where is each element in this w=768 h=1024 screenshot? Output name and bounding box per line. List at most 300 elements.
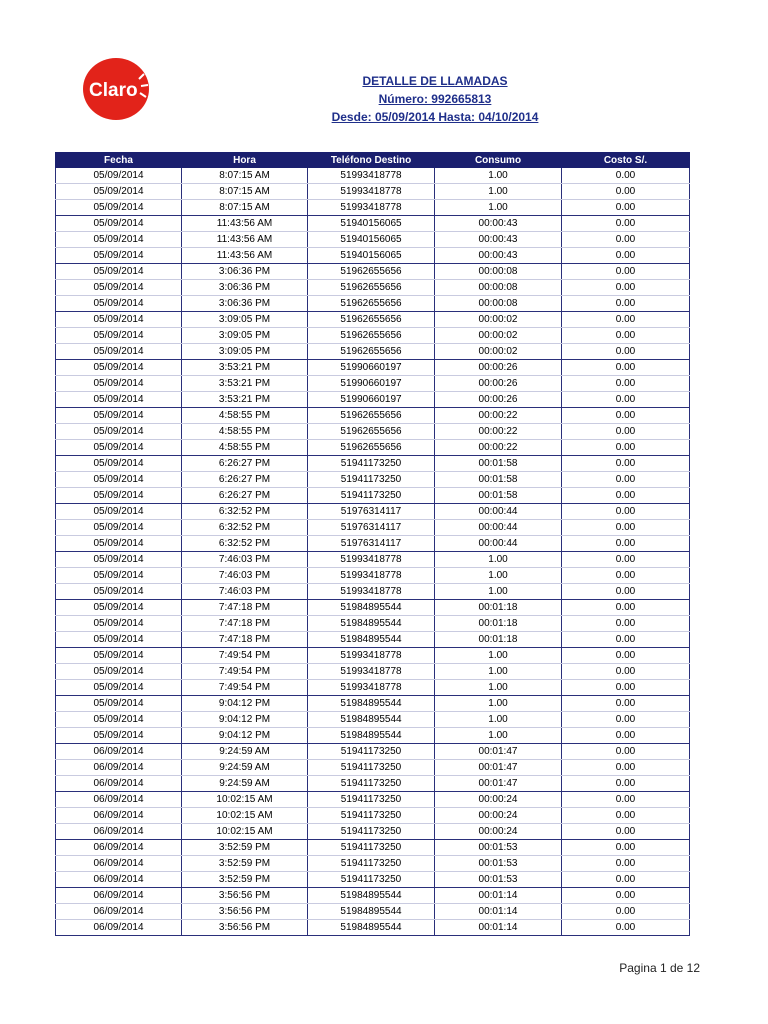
report-title: DETALLE DE LLAMADAS [362, 74, 508, 88]
cell-costo: 0.00 [562, 600, 690, 616]
cell-hora: 8:07:15 AM [182, 184, 308, 200]
cell-hora: 9:24:59 AM [182, 744, 308, 760]
cell-hora: 3:06:36 PM [182, 264, 308, 280]
table-row [56, 232, 690, 248]
cell-fecha: 05/09/2014 [56, 456, 182, 472]
cell-hora: 3:53:21 PM [182, 360, 308, 376]
cell-costo: 0.00 [562, 696, 690, 712]
cell-costo: 0.00 [562, 232, 690, 248]
table-row [56, 808, 690, 824]
cell-consumo: 00:01:53 [435, 872, 562, 888]
cell-telefono: 51941173250 [308, 760, 435, 776]
cell-consumo: 00:00:26 [435, 392, 562, 408]
cell-hora: 3:52:59 PM [182, 856, 308, 872]
cell-telefono: 51941173250 [308, 776, 435, 792]
cell-telefono: 51941173250 [308, 744, 435, 760]
cell-hora: 6:32:52 PM [182, 520, 308, 536]
cell-hora: 3:52:59 PM [182, 840, 308, 856]
cell-hora: 6:26:27 PM [182, 488, 308, 504]
cell-telefono: 51941173250 [308, 872, 435, 888]
cell-costo: 0.00 [562, 872, 690, 888]
cell-telefono: 51993418778 [308, 168, 435, 184]
cell-hora: 7:46:03 PM [182, 552, 308, 568]
table-row [56, 840, 690, 856]
cell-hora: 9:04:12 PM [182, 728, 308, 744]
cell-hora: 10:02:15 AM [182, 824, 308, 840]
cell-hora: 7:47:18 PM [182, 632, 308, 648]
cell-costo: 0.00 [562, 856, 690, 872]
cell-costo: 0.00 [562, 664, 690, 680]
cell-costo: 0.00 [562, 216, 690, 232]
cell-costo: 0.00 [562, 792, 690, 808]
cell-telefono: 51990660197 [308, 392, 435, 408]
cell-consumo: 00:00:02 [435, 344, 562, 360]
column-header-telefono: Teléfono Destino [308, 153, 435, 168]
cell-hora: 7:49:54 PM [182, 664, 308, 680]
table-row [56, 632, 690, 648]
cell-fecha: 05/09/2014 [56, 488, 182, 504]
cell-costo: 0.00 [562, 280, 690, 296]
table-row [56, 664, 690, 680]
cell-consumo: 00:00:02 [435, 328, 562, 344]
cell-consumo: 1.00 [435, 168, 562, 184]
cell-costo: 0.00 [562, 312, 690, 328]
report-header [280, 72, 590, 126]
column-header-hora: Hora [182, 153, 308, 168]
cell-fecha: 06/09/2014 [56, 904, 182, 920]
cell-hora: 3:53:21 PM [182, 392, 308, 408]
cell-consumo: 00:01:58 [435, 456, 562, 472]
cell-costo: 0.00 [562, 824, 690, 840]
table-row [56, 504, 690, 520]
cell-costo: 0.00 [562, 552, 690, 568]
cell-telefono: 51990660197 [308, 360, 435, 376]
table-row [56, 168, 690, 184]
cell-consumo: 1.00 [435, 680, 562, 696]
cell-consumo: 00:00:02 [435, 312, 562, 328]
cell-fecha: 06/09/2014 [56, 760, 182, 776]
cell-hora: 3:53:21 PM [182, 376, 308, 392]
cell-hora: 3:09:05 PM [182, 344, 308, 360]
cell-hora: 6:32:52 PM [182, 536, 308, 552]
cell-costo: 0.00 [562, 376, 690, 392]
cell-telefono: 51984895544 [308, 600, 435, 616]
table-row [56, 536, 690, 552]
cell-consumo: 00:00:22 [435, 424, 562, 440]
cell-consumo: 00:01:47 [435, 744, 562, 760]
cell-telefono: 51941173250 [308, 792, 435, 808]
table-row [56, 248, 690, 264]
cell-hora: 3:56:56 PM [182, 920, 308, 936]
cell-telefono: 51962655656 [308, 408, 435, 424]
cell-fecha: 06/09/2014 [56, 920, 182, 936]
cell-fecha: 05/09/2014 [56, 264, 182, 280]
cell-telefono: 51940156065 [308, 248, 435, 264]
table-row [56, 904, 690, 920]
cell-fecha: 05/09/2014 [56, 360, 182, 376]
cell-consumo: 00:01:58 [435, 472, 562, 488]
cell-consumo: 00:01:14 [435, 920, 562, 936]
cell-hora: 3:56:56 PM [182, 904, 308, 920]
table-row [56, 792, 690, 808]
cell-telefono: 51962655656 [308, 280, 435, 296]
cell-consumo: 00:01:18 [435, 616, 562, 632]
table-row [56, 296, 690, 312]
table-row [56, 696, 690, 712]
table-row [56, 776, 690, 792]
cell-telefono: 51940156065 [308, 216, 435, 232]
cell-telefono: 51941173250 [308, 488, 435, 504]
cell-fecha: 05/09/2014 [56, 312, 182, 328]
cell-telefono: 51941173250 [308, 472, 435, 488]
cell-fecha: 05/09/2014 [56, 232, 182, 248]
cell-fecha: 06/09/2014 [56, 744, 182, 760]
cell-fecha: 05/09/2014 [56, 664, 182, 680]
cell-telefono: 51976314117 [308, 520, 435, 536]
date-range: Desde: 05/09/2014 Hasta: 04/10/2014 [331, 110, 539, 124]
cell-costo: 0.00 [562, 888, 690, 904]
table-row [56, 312, 690, 328]
cell-fecha: 06/09/2014 [56, 824, 182, 840]
cell-telefono: 51962655656 [308, 296, 435, 312]
table-row [56, 456, 690, 472]
cell-costo: 0.00 [562, 920, 690, 936]
table-row [56, 824, 690, 840]
table-row [56, 520, 690, 536]
cell-fecha: 05/09/2014 [56, 280, 182, 296]
cell-hora: 6:32:52 PM [182, 504, 308, 520]
table-row [56, 472, 690, 488]
cell-costo: 0.00 [562, 648, 690, 664]
cell-fecha: 05/09/2014 [56, 504, 182, 520]
cell-fecha: 05/09/2014 [56, 296, 182, 312]
cell-consumo: 1.00 [435, 584, 562, 600]
cell-hora: 3:52:59 PM [182, 872, 308, 888]
cell-consumo: 00:01:53 [435, 840, 562, 856]
cell-hora: 3:06:36 PM [182, 280, 308, 296]
cell-telefono: 51962655656 [308, 312, 435, 328]
cell-fecha: 05/09/2014 [56, 552, 182, 568]
cell-consumo: 00:00:43 [435, 216, 562, 232]
cell-fecha: 05/09/2014 [56, 168, 182, 184]
cell-telefono: 51993418778 [308, 184, 435, 200]
column-header-consumo: Consumo [435, 153, 562, 168]
cell-consumo: 00:00:24 [435, 824, 562, 840]
cell-hora: 9:04:12 PM [182, 712, 308, 728]
table-row [56, 584, 690, 600]
cell-fecha: 05/09/2014 [56, 472, 182, 488]
cell-telefono: 51993418778 [308, 584, 435, 600]
cell-fecha: 06/09/2014 [56, 808, 182, 824]
cell-consumo: 1.00 [435, 712, 562, 728]
cell-consumo: 00:00:44 [435, 520, 562, 536]
cell-consumo: 00:00:43 [435, 232, 562, 248]
table-row [56, 280, 690, 296]
cell-telefono: 51990660197 [308, 376, 435, 392]
cell-fecha: 05/09/2014 [56, 200, 182, 216]
cell-consumo: 00:01:18 [435, 600, 562, 616]
table-row [56, 888, 690, 904]
cell-costo: 0.00 [562, 568, 690, 584]
cell-hora: 6:26:27 PM [182, 456, 308, 472]
cell-costo: 0.00 [562, 264, 690, 280]
cell-fecha: 05/09/2014 [56, 424, 182, 440]
cell-fecha: 05/09/2014 [56, 728, 182, 744]
table-row [56, 680, 690, 696]
cell-telefono: 51993418778 [308, 664, 435, 680]
cell-costo: 0.00 [562, 344, 690, 360]
cell-fecha: 05/09/2014 [56, 344, 182, 360]
cell-costo: 0.00 [562, 584, 690, 600]
cell-fecha: 05/09/2014 [56, 600, 182, 616]
cell-costo: 0.00 [562, 504, 690, 520]
cell-hora: 10:02:15 AM [182, 792, 308, 808]
cell-hora: 3:09:05 PM [182, 328, 308, 344]
cell-telefono: 51941173250 [308, 840, 435, 856]
cell-consumo: 00:00:26 [435, 376, 562, 392]
table-row [56, 616, 690, 632]
cell-costo: 0.00 [562, 184, 690, 200]
cell-hora: 7:47:18 PM [182, 600, 308, 616]
cell-hora: 6:26:27 PM [182, 472, 308, 488]
cell-costo: 0.00 [562, 536, 690, 552]
cell-costo: 0.00 [562, 248, 690, 264]
cell-consumo: 00:00:44 [435, 536, 562, 552]
cell-costo: 0.00 [562, 632, 690, 648]
cell-costo: 0.00 [562, 904, 690, 920]
table-row [56, 920, 690, 936]
cell-consumo: 1.00 [435, 568, 562, 584]
cell-consumo: 1.00 [435, 200, 562, 216]
cell-hora: 3:09:05 PM [182, 312, 308, 328]
cell-fecha: 05/09/2014 [56, 392, 182, 408]
cell-consumo: 1.00 [435, 728, 562, 744]
cell-costo: 0.00 [562, 168, 690, 184]
cell-consumo: 00:01:47 [435, 776, 562, 792]
table-row [56, 728, 690, 744]
cell-costo: 0.00 [562, 472, 690, 488]
cell-hora: 7:46:03 PM [182, 568, 308, 584]
cell-fecha: 05/09/2014 [56, 408, 182, 424]
cell-fecha: 05/09/2014 [56, 632, 182, 648]
cell-consumo: 1.00 [435, 696, 562, 712]
cell-consumo: 00:01:14 [435, 904, 562, 920]
cell-telefono: 51984895544 [308, 888, 435, 904]
table-row [56, 344, 690, 360]
cell-fecha: 05/09/2014 [56, 648, 182, 664]
table-row [56, 392, 690, 408]
cell-fecha: 05/09/2014 [56, 568, 182, 584]
cell-fecha: 05/09/2014 [56, 536, 182, 552]
cell-hora: 4:58:55 PM [182, 440, 308, 456]
cell-consumo: 1.00 [435, 648, 562, 664]
cell-hora: 7:49:54 PM [182, 680, 308, 696]
cell-telefono: 51993418778 [308, 568, 435, 584]
table-row [56, 744, 690, 760]
cell-telefono: 51993418778 [308, 200, 435, 216]
cell-telefono: 51993418778 [308, 552, 435, 568]
table-row [56, 264, 690, 280]
cell-costo: 0.00 [562, 392, 690, 408]
cell-telefono: 51941173250 [308, 856, 435, 872]
cell-consumo: 00:00:44 [435, 504, 562, 520]
cell-hora: 7:49:54 PM [182, 648, 308, 664]
cell-telefono: 51962655656 [308, 328, 435, 344]
cell-fecha: 06/09/2014 [56, 776, 182, 792]
cell-consumo: 00:00:08 [435, 280, 562, 296]
cell-hora: 10:02:15 AM [182, 808, 308, 824]
table-row [56, 760, 690, 776]
cell-hora: 9:04:12 PM [182, 696, 308, 712]
cell-fecha: 05/09/2014 [56, 248, 182, 264]
svg-text:Claro: Claro [89, 80, 138, 101]
cell-consumo: 00:00:43 [435, 248, 562, 264]
cell-telefono: 51962655656 [308, 440, 435, 456]
cell-telefono: 51993418778 [308, 648, 435, 664]
cell-telefono: 51984895544 [308, 920, 435, 936]
cell-costo: 0.00 [562, 408, 690, 424]
cell-telefono: 51962655656 [308, 264, 435, 280]
cell-costo: 0.00 [562, 520, 690, 536]
table-row [56, 648, 690, 664]
cell-costo: 0.00 [562, 488, 690, 504]
table-row [56, 424, 690, 440]
cell-costo: 0.00 [562, 440, 690, 456]
cell-costo: 0.00 [562, 200, 690, 216]
table-row [56, 216, 690, 232]
cell-consumo: 00:00:24 [435, 792, 562, 808]
cell-consumo: 00:01:14 [435, 888, 562, 904]
cell-fecha: 05/09/2014 [56, 680, 182, 696]
cell-costo: 0.00 [562, 456, 690, 472]
table-row [56, 200, 690, 216]
cell-fecha: 05/09/2014 [56, 184, 182, 200]
cell-telefono: 51940156065 [308, 232, 435, 248]
cell-fecha: 05/09/2014 [56, 696, 182, 712]
page-indicator: Pagina 1 de 12 [619, 961, 700, 975]
cell-hora: 4:58:55 PM [182, 408, 308, 424]
cell-telefono: 51984895544 [308, 728, 435, 744]
table-row [56, 712, 690, 728]
cell-fecha: 06/09/2014 [56, 856, 182, 872]
cell-hora: 8:07:15 AM [182, 200, 308, 216]
cell-consumo: 1.00 [435, 664, 562, 680]
table-row [56, 856, 690, 872]
cell-fecha: 05/09/2014 [56, 712, 182, 728]
cell-telefono: 51984895544 [308, 712, 435, 728]
cell-costo: 0.00 [562, 744, 690, 760]
cell-hora: 3:56:56 PM [182, 888, 308, 904]
cell-costo: 0.00 [562, 296, 690, 312]
cell-costo: 0.00 [562, 760, 690, 776]
cell-consumo: 00:00:26 [435, 360, 562, 376]
cell-consumo: 1.00 [435, 552, 562, 568]
cell-costo: 0.00 [562, 680, 690, 696]
cell-hora: 9:24:59 AM [182, 776, 308, 792]
cell-fecha: 05/09/2014 [56, 216, 182, 232]
cell-telefono: 51984895544 [308, 904, 435, 920]
cell-fecha: 05/09/2014 [56, 376, 182, 392]
cell-costo: 0.00 [562, 808, 690, 824]
table-row [56, 440, 690, 456]
table-row [56, 552, 690, 568]
cell-costo: 0.00 [562, 840, 690, 856]
cell-costo: 0.00 [562, 712, 690, 728]
cell-fecha: 06/09/2014 [56, 872, 182, 888]
cell-hora: 8:07:15 AM [182, 168, 308, 184]
cell-hora: 7:46:03 PM [182, 584, 308, 600]
column-header-costo: Costo S/. [562, 153, 690, 168]
table-row [56, 872, 690, 888]
table-row [56, 568, 690, 584]
cell-consumo: 1.00 [435, 184, 562, 200]
cell-consumo: 00:00:08 [435, 296, 562, 312]
phone-number: Número: 992665813 [378, 92, 492, 106]
cell-fecha: 06/09/2014 [56, 840, 182, 856]
cell-telefono: 51941173250 [308, 456, 435, 472]
cell-consumo: 00:00:08 [435, 264, 562, 280]
table-row [56, 376, 690, 392]
cell-consumo: 00:01:18 [435, 632, 562, 648]
cell-costo: 0.00 [562, 776, 690, 792]
cell-hora: 3:06:36 PM [182, 296, 308, 312]
cell-fecha: 05/09/2014 [56, 584, 182, 600]
calls-table [55, 152, 690, 936]
cell-consumo: 00:01:47 [435, 760, 562, 776]
cell-costo: 0.00 [562, 360, 690, 376]
cell-consumo: 00:01:53 [435, 856, 562, 872]
cell-consumo: 00:00:24 [435, 808, 562, 824]
cell-fecha: 05/09/2014 [56, 616, 182, 632]
cell-fecha: 06/09/2014 [56, 888, 182, 904]
table-row [56, 408, 690, 424]
cell-consumo: 00:00:22 [435, 408, 562, 424]
cell-telefono: 51984895544 [308, 696, 435, 712]
cell-telefono: 51984895544 [308, 632, 435, 648]
claro-logo [83, 57, 153, 121]
cell-fecha: 05/09/2014 [56, 440, 182, 456]
cell-costo: 0.00 [562, 424, 690, 440]
cell-consumo: 00:00:22 [435, 440, 562, 456]
cell-fecha: 05/09/2014 [56, 520, 182, 536]
cell-telefono: 51962655656 [308, 344, 435, 360]
table-row [56, 328, 690, 344]
table-row [56, 488, 690, 504]
cell-hora: 11:43:56 AM [182, 216, 308, 232]
table-header-row [56, 153, 690, 168]
cell-telefono: 51962655656 [308, 424, 435, 440]
cell-telefono: 51976314117 [308, 504, 435, 520]
cell-fecha: 05/09/2014 [56, 328, 182, 344]
cell-telefono: 51941173250 [308, 808, 435, 824]
cell-fecha: 06/09/2014 [56, 792, 182, 808]
table-row [56, 360, 690, 376]
cell-consumo: 00:01:58 [435, 488, 562, 504]
cell-telefono: 51993418778 [308, 680, 435, 696]
cell-hora: 7:47:18 PM [182, 616, 308, 632]
cell-hora: 11:43:56 AM [182, 232, 308, 248]
table-row [56, 184, 690, 200]
cell-telefono: 51941173250 [308, 824, 435, 840]
column-header-fecha: Fecha [56, 153, 182, 168]
cell-hora: 11:43:56 AM [182, 248, 308, 264]
cell-costo: 0.00 [562, 328, 690, 344]
cell-hora: 9:24:59 AM [182, 760, 308, 776]
table-row [56, 600, 690, 616]
cell-costo: 0.00 [562, 616, 690, 632]
cell-telefono: 51984895544 [308, 616, 435, 632]
cell-costo: 0.00 [562, 728, 690, 744]
